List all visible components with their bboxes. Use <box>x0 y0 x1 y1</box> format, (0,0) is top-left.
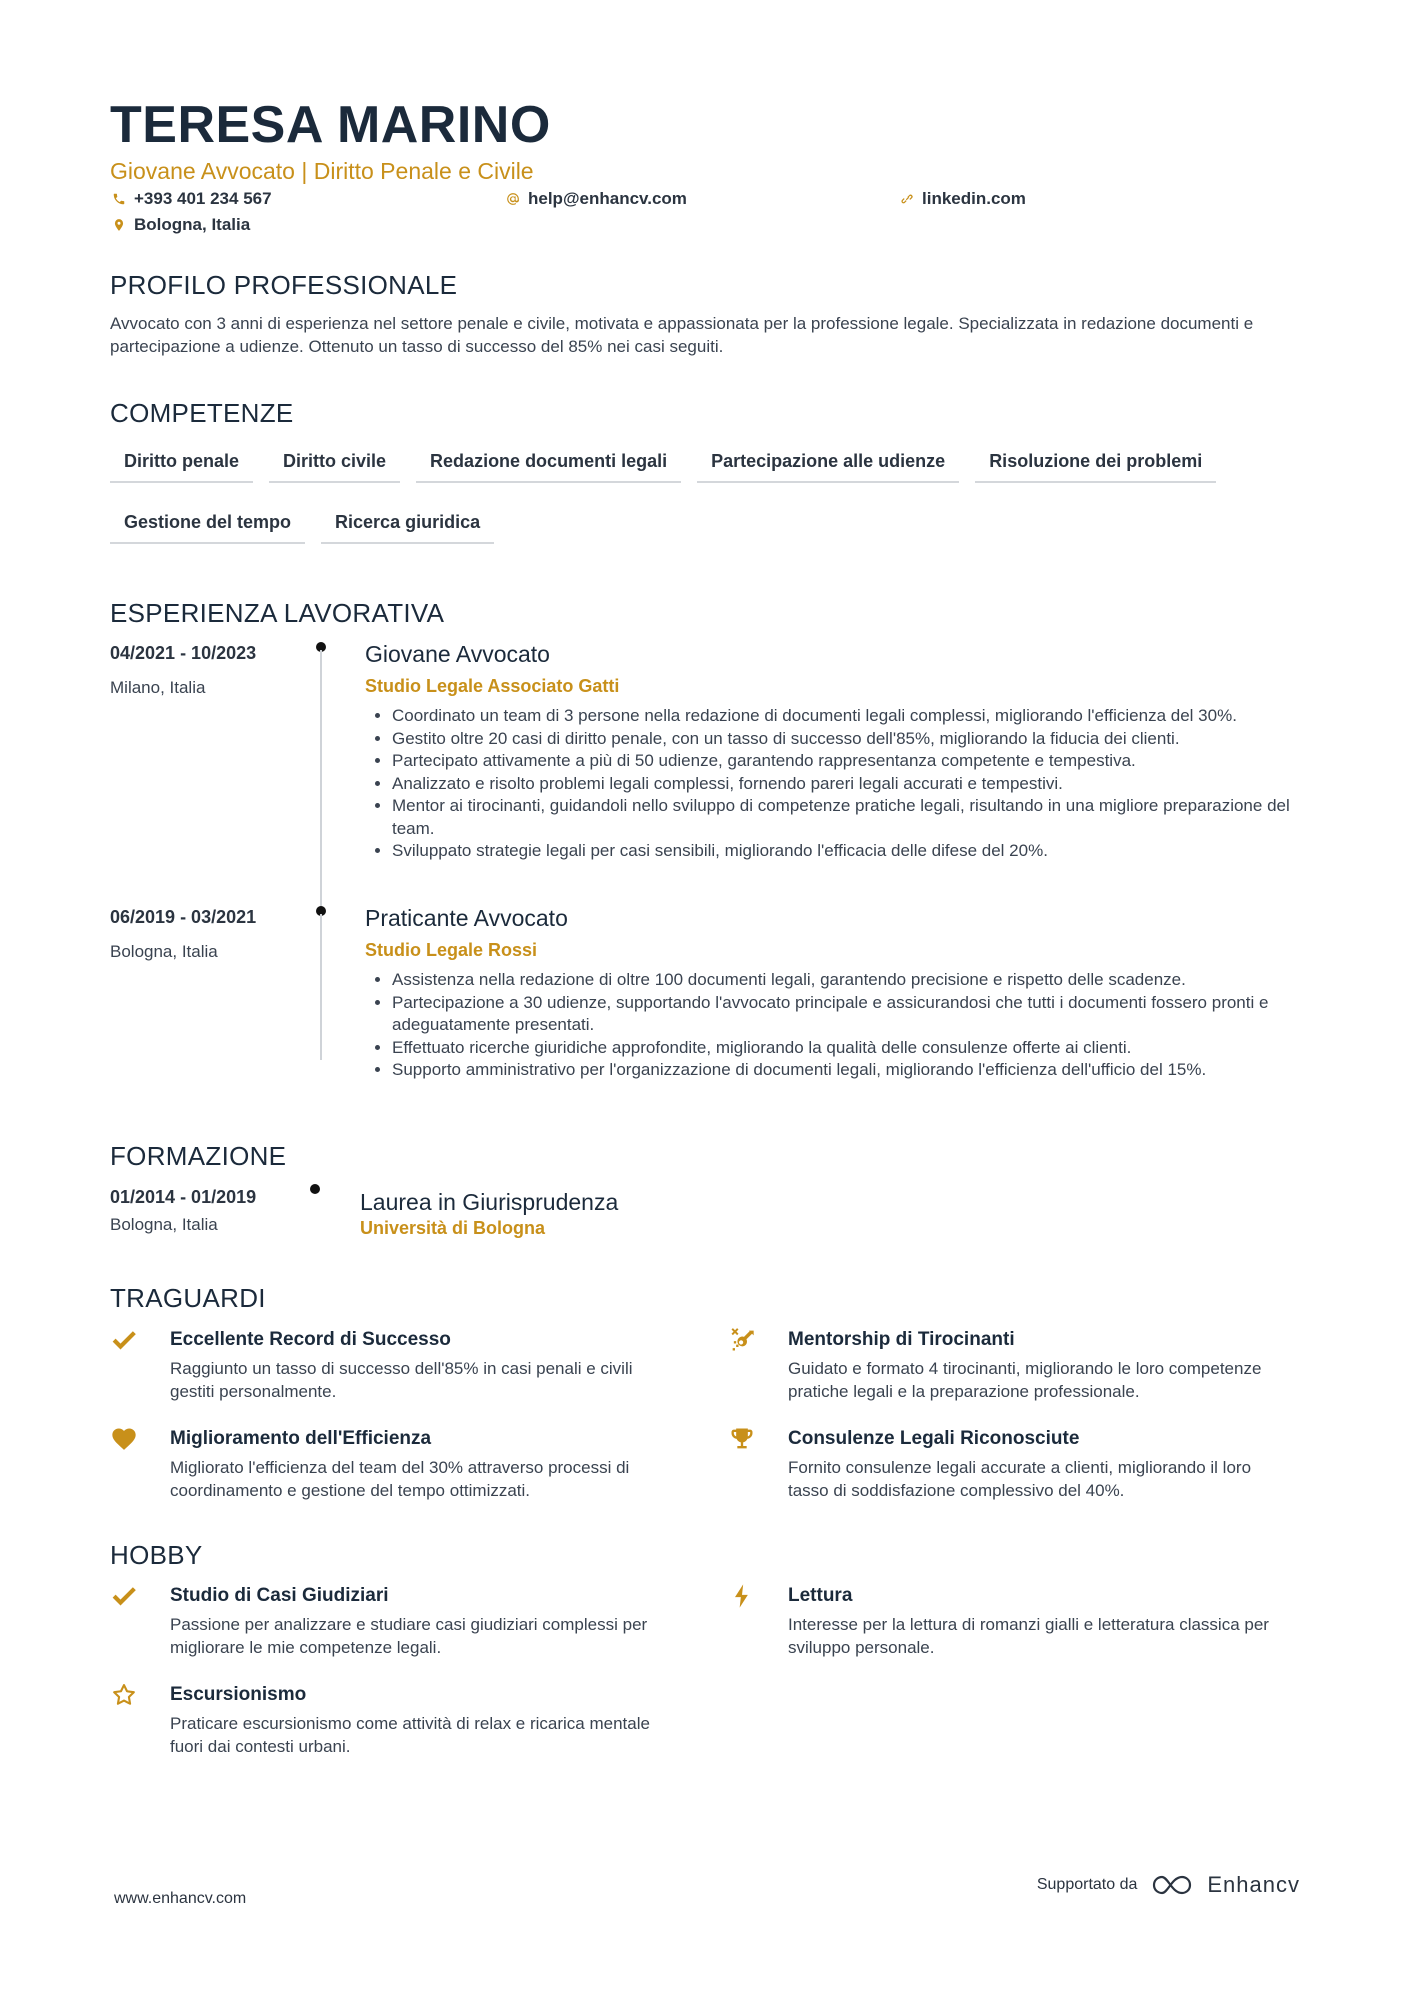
bullet-item: • Supporto amministrativo per l'organizzazione di documenti legali, migliorando l'efficienza dell'ufficio del 15%. <box>392 1059 1292 1082</box>
hobbies-section-title: HOBBY <box>110 1540 203 1570</box>
bullet-item: • Partecipazione a 30 udienze, supportando l'avvocato principale e assicurandosi che tutti i documenti fossero pronti e adeguatamente presentati. <box>392 992 1292 1037</box>
bullet-item: • Sviluppato strategie legali per casi sensibili, migliorando l'efficacia delle difese del 20%. <box>392 840 1292 863</box>
candidate-name: TERESA MARINO <box>110 96 551 154</box>
achievement-title: Eccellente Record di Successo <box>170 1329 451 1350</box>
footer-website[interactable]: www.enhancv.com <box>114 1890 247 1907</box>
skills-list <box>110 444 1300 544</box>
education-section-title: FORMAZIONE <box>110 1141 287 1171</box>
skill-tag: Risoluzione dei problemi <box>975 444 1216 483</box>
skill-tag: Gestione del tempo <box>110 505 305 544</box>
link-icon <box>900 192 914 206</box>
education-location: Bologna, Italia <box>110 1215 218 1234</box>
education-school: Università di Bologna <box>360 1218 546 1238</box>
job-role: Giovane Avvocato <box>365 641 550 667</box>
job-role: Praticante Avvocato <box>365 905 568 931</box>
achievement-desc: Raggiunto un tasso di successo dell'85% in casi penali e civili gestiti personalmente. <box>170 1359 633 1401</box>
phone-text: +393 401 234 567 <box>134 189 272 208</box>
skill-tag: Partecipazione alle udienze <box>697 444 959 483</box>
bullet-item: • Effettuato ricerche giuridiche approfondite, migliorando la qualità delle consulenze offerte ai clienti. <box>392 1037 1292 1060</box>
education-dates: 01/2014 - 01/2019 <box>110 1187 257 1207</box>
brand-name: Enhancv <box>1207 1872 1300 1897</box>
skill-tag: Diritto penale <box>110 444 253 483</box>
bullet-item: • Partecipato attivamente a più di 50 udienze, garantendo rappresentanza competente e tempestiva. <box>392 750 1292 773</box>
job-dates: 06/2019 - 03/2021 <box>110 907 257 927</box>
hobby-desc: Interesse per la lettura di romanzi gialli e letteratura classica per sviluppo personale. <box>788 1615 1269 1657</box>
hobby-title: Escursionismo <box>170 1684 307 1705</box>
contact-phone[interactable] <box>112 188 272 210</box>
achievements-section-title: TRAGUARDI <box>110 1283 266 1313</box>
skill-tag: Ricerca giuridica <box>321 505 494 544</box>
hobby-desc: Passione per analizzare e studiare casi giudiziari complessi per migliorare le mie competenze legali. <box>170 1615 648 1657</box>
job-location: Milano, Italia <box>110 678 206 697</box>
achievement-desc: Guidato e formato 4 tirocinanti, migliorando le loro competenze pratiche legali e la preparazione professionale. <box>788 1359 1262 1401</box>
resume-page <box>110 0 1300 1995</box>
achievement-title: Miglioramento dell'Efficienza <box>170 1428 432 1449</box>
experience-section-title: ESPERIENZA LAVORATIVA <box>110 598 445 628</box>
job-company: Studio Legale Rossi <box>365 940 538 960</box>
linkedin-text: linkedin.com <box>922 189 1026 208</box>
footer-branding[interactable] <box>1037 1872 1300 1898</box>
powered-by-text: Supportato da <box>1036 1876 1138 1893</box>
hobby-desc: Praticare escursionismo come attività di relax e ricarica mentale fuori dai contesti urbani. <box>170 1714 650 1756</box>
candidate-subtitle: Giovane Avvocato | Diritto Penale e Civile <box>110 158 534 184</box>
skill-tag: Redazione documenti legali <box>416 444 681 483</box>
profile-section-title: PROFILO PROFESSIONALE <box>110 270 458 300</box>
bullet-item: • Analizzato e risolto problemi legali complessi, fornendo pareri legali accurati e tempestivi. <box>392 773 1292 796</box>
achievement-title: Consulenze Legali Riconosciute <box>788 1428 1080 1449</box>
tactics-icon <box>728 1326 758 1356</box>
timeline-dot <box>310 1184 320 1194</box>
contact-linkedin[interactable] <box>900 188 1026 210</box>
contact-email[interactable] <box>506 188 687 210</box>
profile-text: Avvocato con 3 anni di esperienza nel settore penale e civile, motivata e appassionata per la professione legale. Specializzata in redazione documenti e partecipazione a udienze. Ottenuto un tasso di successo del 85% nei casi seguiti. <box>110 314 1254 356</box>
job-bullets <box>366 705 1292 863</box>
timeline-line <box>320 914 322 1060</box>
at-icon <box>506 192 520 206</box>
education-degree: Laurea in Giurisprudenza <box>360 1189 619 1215</box>
location-text: Bologna, Italia <box>134 215 251 234</box>
contact-location <box>112 214 250 236</box>
skills-section-title: COMPETENZE <box>110 398 294 428</box>
achievement-desc: Fornito consulenze legali accurate a clienti, migliorando il loro tasso di soddisfazione complessivo del 40%. <box>788 1458 1252 1500</box>
skill-tag: Diritto civile <box>269 444 400 483</box>
bullet-item: • Coordinato un team di 3 persone nella redazione di documenti legali complessi, migliorando l'efficienza del 30%. <box>392 705 1292 728</box>
enhancv-logo-icon <box>1149 1872 1195 1898</box>
star-icon <box>110 1681 140 1711</box>
bullet-item: • Gestito oltre 20 casi di diritto penale, con un tasso di successo dell'85%, migliorando la fiducia dei clienti. <box>392 728 1292 751</box>
heart-icon <box>110 1425 140 1455</box>
bullet-item: • Assistenza nella redazione di oltre 100 documenti legali, garantendo precisione e rispetto delle scadenze. <box>392 969 1292 992</box>
job-bullets <box>366 969 1292 1082</box>
hobby-title: Lettura <box>788 1585 853 1606</box>
email-text: help@enhancv.com <box>528 189 687 208</box>
check-icon <box>110 1326 140 1356</box>
job-company: Studio Legale Associato Gatti <box>365 676 620 696</box>
phone-icon <box>112 192 126 206</box>
bullet-item: • Mentor ai tirocinanti, guidandoli nello sviluppo di competenze pratiche legali, risultando in una migliore preparazione del team. <box>392 795 1292 840</box>
job-location: Bologna, Italia <box>110 942 218 961</box>
check-icon <box>110 1582 140 1612</box>
achievement-desc: Migliorato l'efficienza del team del 30% attraverso processi di coordinamento e gestione del tempo ottimizzati. <box>170 1458 630 1500</box>
trophy-icon <box>728 1425 758 1455</box>
timeline-line <box>320 650 322 907</box>
hobby-title: Studio di Casi Giudiziari <box>170 1585 389 1606</box>
location-pin-icon <box>112 218 126 232</box>
job-dates: 04/2021 - 10/2023 <box>110 643 257 663</box>
bolt-icon <box>728 1582 758 1612</box>
achievement-title: Mentorship di Tirocinanti <box>788 1329 1015 1350</box>
